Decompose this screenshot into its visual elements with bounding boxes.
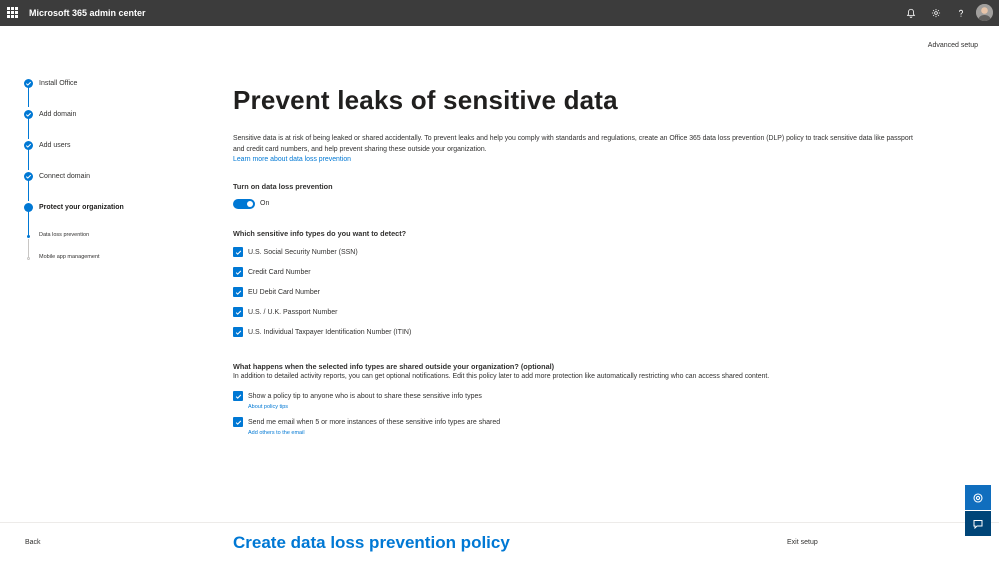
type-eu-debit-card[interactable] bbox=[233, 287, 923, 298]
check-circle-icon bbox=[24, 110, 33, 119]
step-connector bbox=[28, 210, 29, 236]
step-install-office[interactable] bbox=[24, 77, 78, 89]
notification-options bbox=[233, 391, 923, 436]
step-label: Install Office bbox=[39, 79, 78, 87]
current-step-icon bbox=[24, 203, 33, 212]
footer-divider bbox=[0, 522, 999, 523]
description-text: Sensitive data is at risk of being leaked or shared accidentally. To prevent leaks and help you comply with standards and regulations, create an Office 365 data loss prevention (DLP) policy to track sensitive data like passport and credit card numbers, and help prevent sharing these outside your organization. bbox=[233, 135, 913, 153]
main-content bbox=[233, 84, 923, 436]
types-question: Which sensitive info types do you want to detect? bbox=[233, 228, 407, 238]
step-label: Add domain bbox=[39, 110, 77, 118]
checkbox-checked-icon[interactable] bbox=[233, 417, 243, 427]
help-lifebuoy-icon[interactable] bbox=[965, 485, 991, 510]
help-icon[interactable] bbox=[953, 5, 969, 21]
option-label: Send me email when 5 or more instances of these sensitive info types are shared bbox=[248, 418, 501, 426]
learn-more-link[interactable]: Learn more about data loss prevention bbox=[233, 156, 351, 163]
type-credit-card[interactable] bbox=[233, 267, 923, 278]
toggle-label: Turn on data loss prevention bbox=[233, 181, 333, 191]
step-add-users[interactable] bbox=[24, 139, 71, 151]
checkbox-checked-icon[interactable] bbox=[233, 327, 243, 337]
checkbox-checked-icon[interactable] bbox=[233, 391, 243, 401]
type-ssn[interactable] bbox=[233, 247, 923, 258]
step-add-domain[interactable] bbox=[24, 108, 77, 120]
page-title: Prevent leaks of sensitive data bbox=[233, 85, 618, 115]
waffle-icon[interactable] bbox=[7, 7, 18, 18]
advanced-setup-link[interactable]: Advanced setup bbox=[927, 42, 978, 49]
step-label: Protect your organization bbox=[39, 203, 124, 211]
type-label: Credit Card Number bbox=[248, 268, 311, 276]
shared-question: What happens when the selected info types are shared outside your organization? (optional) bbox=[233, 361, 555, 371]
dlp-toggle-row bbox=[233, 199, 923, 209]
types-list bbox=[233, 247, 923, 338]
type-label: U.S. / U.K. Passport Number bbox=[248, 308, 338, 316]
page-description bbox=[233, 134, 923, 166]
step-connect-domain[interactable] bbox=[24, 170, 90, 182]
type-passport[interactable] bbox=[233, 307, 923, 318]
check-circle-icon bbox=[24, 172, 33, 181]
step-label: Connect domain bbox=[39, 172, 90, 180]
checkbox-checked-icon[interactable] bbox=[233, 307, 243, 317]
checkbox-checked-icon[interactable] bbox=[233, 267, 243, 277]
dlp-toggle[interactable] bbox=[233, 199, 255, 209]
type-label: U.S. Individual Taxpayer Identification Number (ITIN) bbox=[248, 328, 412, 336]
step-label: Add users bbox=[39, 141, 71, 149]
toggle-state-text: On bbox=[260, 200, 270, 207]
type-label: U.S. Social Security Number (SSN) bbox=[248, 248, 358, 256]
shared-description: In addition to detailed activity reports, you can get optional notifications. Edit this policy later to add more protection like automatically restricting who can access shared content. bbox=[233, 372, 770, 380]
add-others-email-link[interactable]: Add others to the email bbox=[248, 429, 305, 436]
exit-setup-button[interactable]: Exit setup bbox=[787, 539, 818, 546]
top-bar bbox=[0, 0, 999, 26]
check-circle-icon bbox=[24, 79, 33, 88]
bell-icon[interactable] bbox=[903, 5, 919, 21]
gear-icon[interactable] bbox=[928, 5, 944, 21]
option-send-email[interactable] bbox=[233, 417, 923, 428]
step-connector bbox=[28, 117, 29, 139]
create-policy-button[interactable]: Create data loss prevention policy bbox=[233, 533, 510, 552]
type-itin[interactable] bbox=[233, 327, 923, 338]
sub-step-dot bbox=[27, 235, 30, 238]
checkbox-checked-icon[interactable] bbox=[233, 247, 243, 257]
app-title[interactable]: Microsoft 365 admin center bbox=[29, 8, 146, 18]
avatar[interactable] bbox=[976, 4, 993, 21]
feedback-icon[interactable] bbox=[965, 511, 991, 536]
step-connector bbox=[28, 86, 29, 107]
sub-step-dot bbox=[27, 257, 30, 260]
back-button[interactable]: Back bbox=[25, 539, 41, 546]
option-label: Show a policy tip to anyone who is about to share these sensitive info types bbox=[248, 392, 482, 400]
about-policy-tips-link[interactable]: About policy tips bbox=[248, 403, 289, 410]
step-connector bbox=[28, 179, 29, 201]
option-policy-tip[interactable] bbox=[233, 391, 923, 402]
sub-step-mobile-app-management[interactable]: Mobile app management bbox=[39, 254, 100, 260]
check-circle-icon bbox=[24, 141, 33, 150]
sub-step-data-loss-prevention[interactable]: Data loss prevention bbox=[39, 232, 90, 238]
step-connector bbox=[28, 148, 29, 170]
checkbox-checked-icon[interactable] bbox=[233, 287, 243, 297]
type-label: EU Debit Card Number bbox=[248, 288, 320, 296]
step-protect-organization[interactable] bbox=[24, 201, 124, 213]
step-connector bbox=[28, 239, 29, 258]
